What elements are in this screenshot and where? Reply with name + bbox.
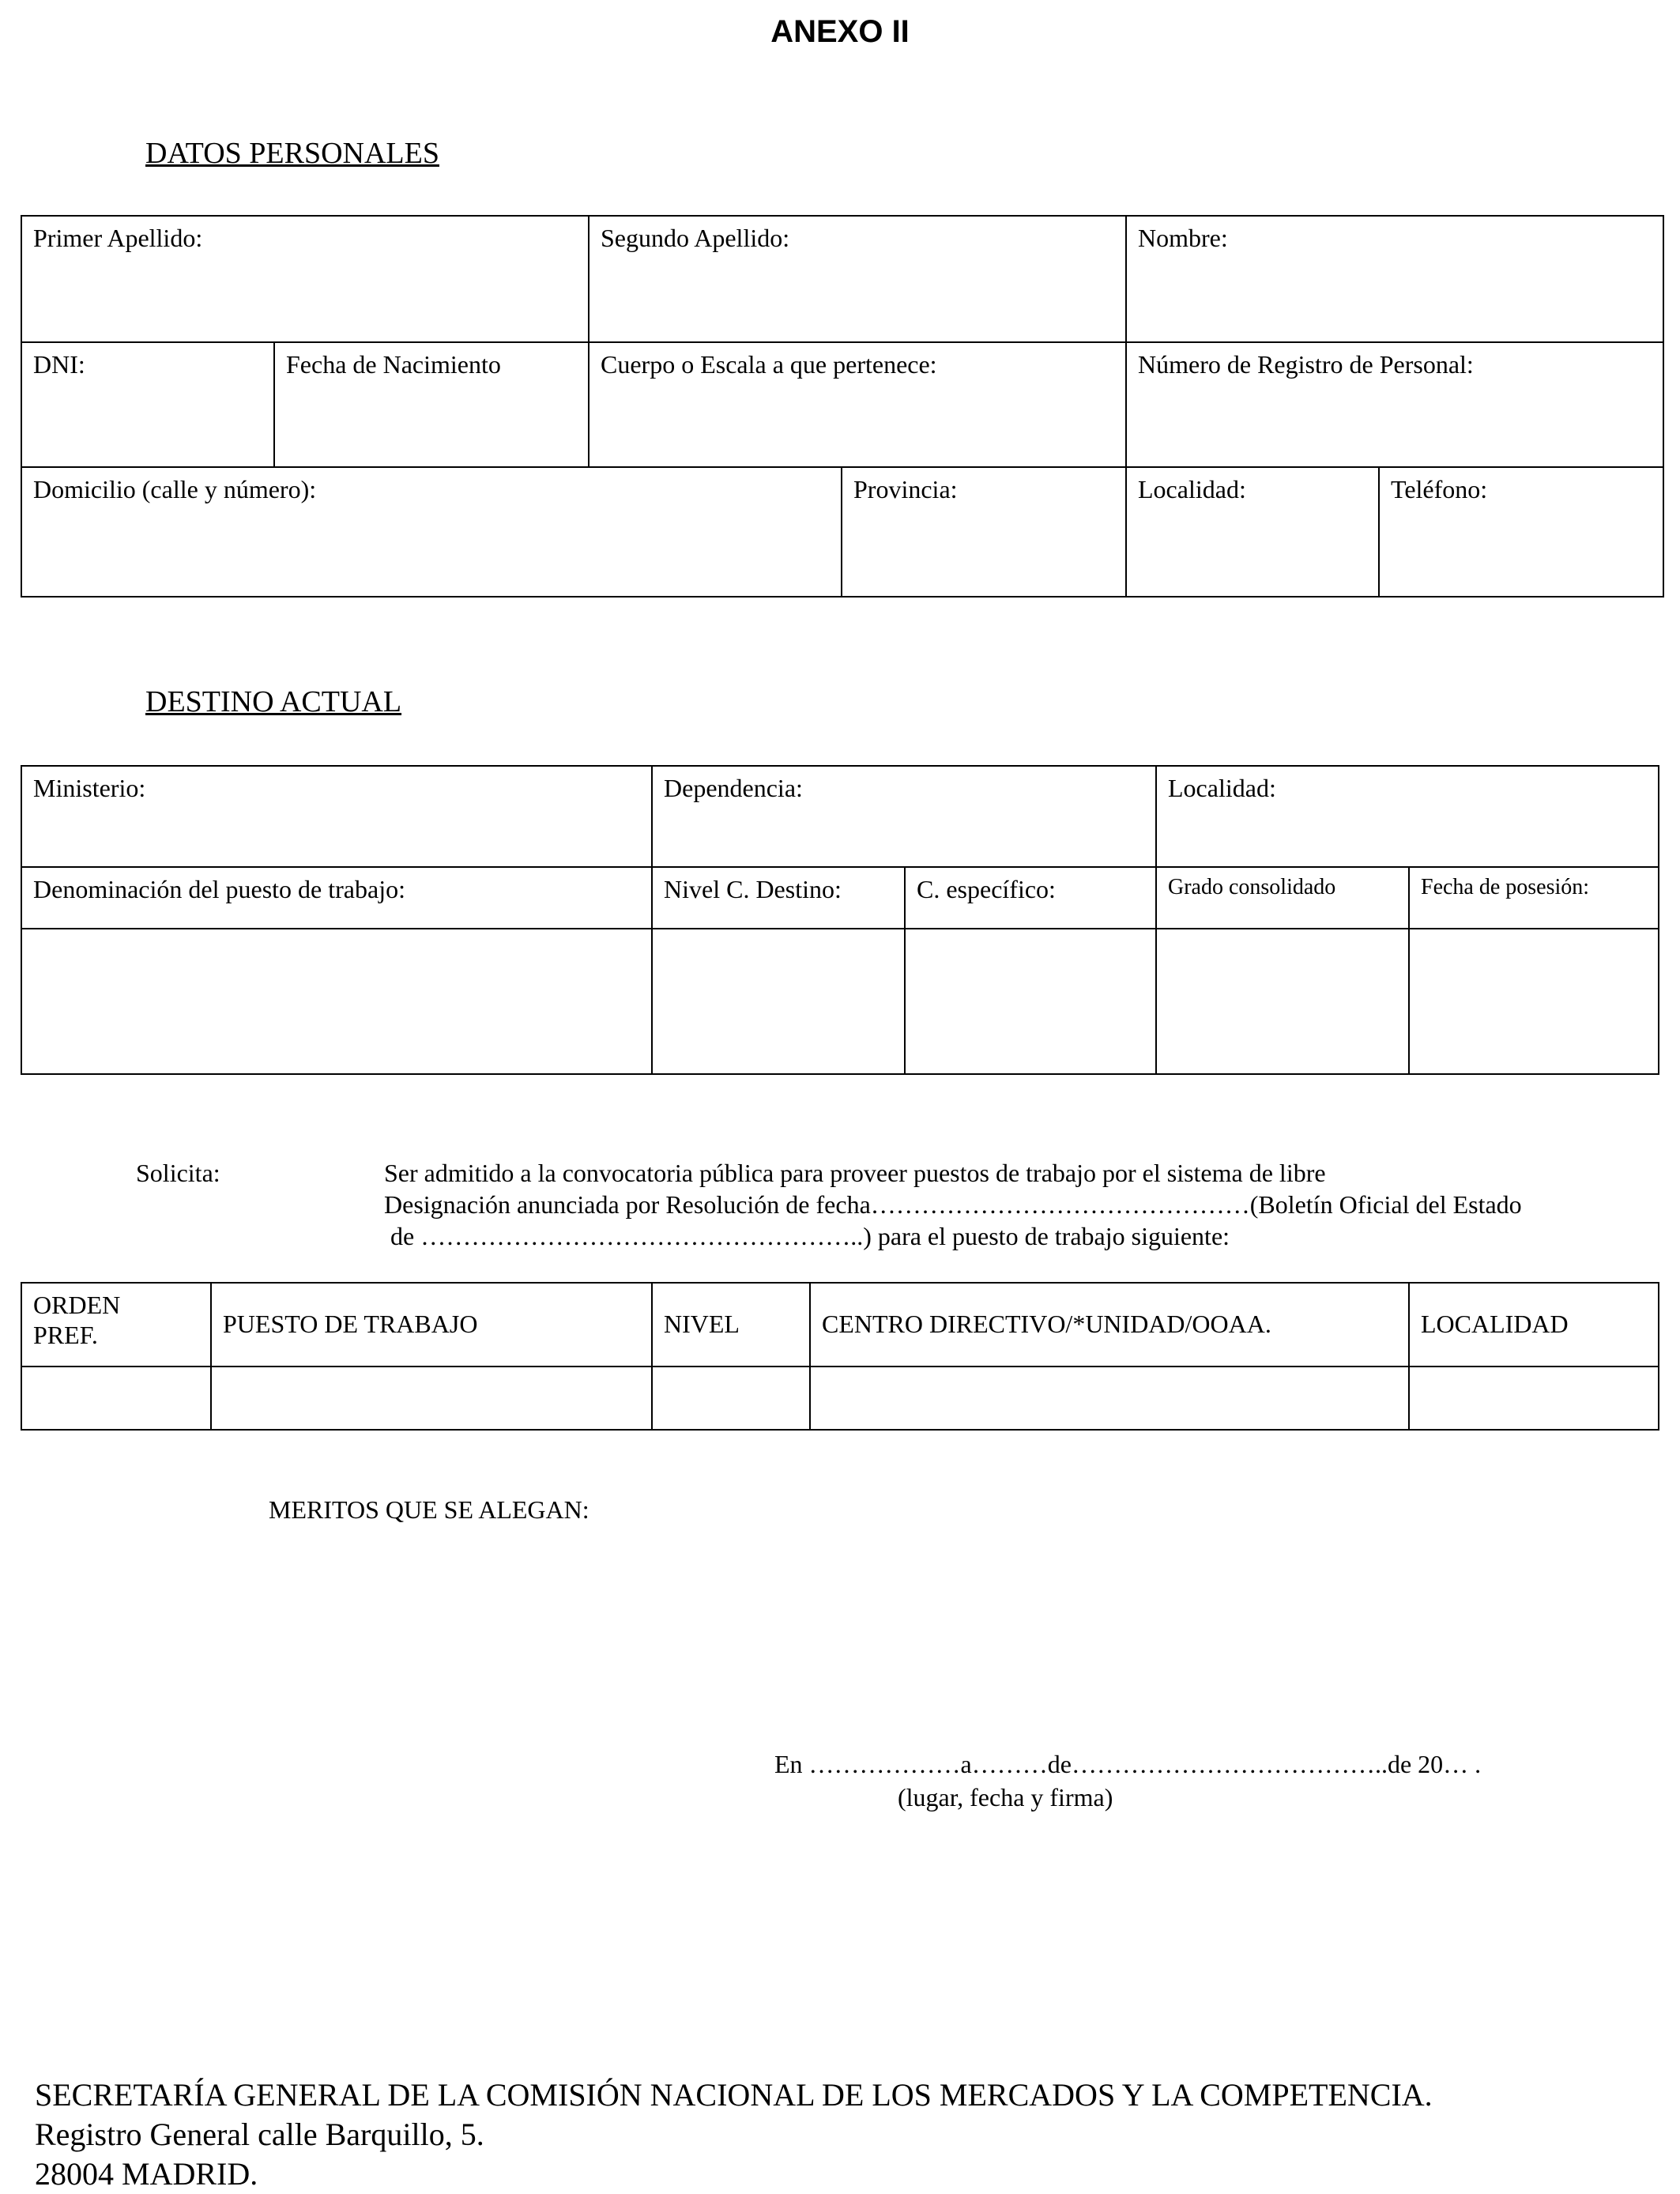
- field-label: Domicilio (calle y número):: [33, 475, 317, 503]
- header-nivel-destino: [653, 868, 906, 929]
- signature-caption: (lugar, fecha y firma): [898, 1783, 1113, 1811]
- field-nombre[interactable]: [1127, 217, 1664, 343]
- puesto-solicitado-table: [21, 1282, 1659, 1431]
- field-label: Teléfono:: [1391, 475, 1488, 503]
- input-fecha-posesion[interactable]: [1410, 929, 1659, 1073]
- header-grado-consolidado: [1157, 868, 1410, 929]
- input-nivel[interactable]: [653, 1367, 811, 1429]
- field-label: ORDEN: [33, 1291, 121, 1319]
- section-heading-datos-personales: DATOS PERSONALES: [145, 137, 439, 170]
- field-label: Dependencia:: [664, 774, 803, 802]
- footer-line-3: 28004 MADRID.: [35, 2156, 258, 2192]
- field-label: Localidad:: [1138, 475, 1246, 503]
- field-numero-registro-personal[interactable]: [1127, 343, 1664, 468]
- header-localidad: [1410, 1284, 1659, 1367]
- field-label: NIVEL: [664, 1310, 740, 1338]
- field-provincia[interactable]: [842, 468, 1127, 596]
- meritos-label: MERITOS QUE SE ALEGAN:: [269, 1495, 590, 1524]
- footer-line-2: Registro General calle Barquillo, 5.: [35, 2117, 484, 2152]
- destino-actual-table: [21, 765, 1659, 1075]
- section-heading-destino-actual: DESTINO ACTUAL: [145, 685, 402, 718]
- header-centro-directivo: [811, 1284, 1410, 1367]
- field-label: Provincia:: [853, 475, 958, 503]
- signature-line: En ………………a………de………………………………..de 20… .: [774, 1750, 1482, 1778]
- input-puesto-trabajo[interactable]: [212, 1367, 653, 1429]
- field-label: Nombre:: [1138, 224, 1228, 252]
- field-label: DNI:: [33, 350, 85, 379]
- field-label: LOCALIDAD: [1421, 1310, 1569, 1338]
- field-localidad[interactable]: [1127, 468, 1380, 596]
- input-denominacion-puesto[interactable]: [22, 929, 653, 1073]
- field-primer-apellido[interactable]: [22, 217, 590, 343]
- solicita-line-2: Designación anunciada por Resolución de fecha………………………………………(Boletín Oficial del Estado: [384, 1190, 1522, 1219]
- field-ministerio[interactable]: [22, 767, 653, 868]
- input-grado-consolidado[interactable]: [1157, 929, 1410, 1073]
- field-label: Nivel C. Destino:: [664, 875, 842, 903]
- input-localidad[interactable]: [1410, 1367, 1659, 1429]
- field-dependencia[interactable]: [653, 767, 1157, 868]
- field-dni[interactable]: [22, 343, 275, 468]
- field-label: PUESTO DE TRABAJO: [223, 1310, 478, 1338]
- field-label: Ministerio:: [33, 774, 146, 802]
- field-label: Cuerpo o Escala a que pertenece:: [601, 350, 937, 379]
- field-telefono[interactable]: [1380, 468, 1664, 596]
- document-title: ANEXO II: [770, 14, 910, 49]
- field-segundo-apellido[interactable]: [590, 217, 1127, 343]
- datos-personales-table: [21, 215, 1664, 598]
- solicita-label: Solicita:: [136, 1159, 220, 1187]
- header-denominacion-puesto: [22, 868, 653, 929]
- field-label: Denominación del puesto de trabajo:: [33, 875, 405, 903]
- field-cuerpo-escala[interactable]: [590, 343, 1127, 468]
- header-complemento-especifico: [906, 868, 1157, 929]
- field-label: CENTRO DIRECTIVO/*UNIDAD/OOAA.: [822, 1310, 1271, 1338]
- solicita-line-3: de ……………………………………………..) para el puesto de trabajo siguiente:: [384, 1222, 1230, 1250]
- header-orden-pref: [22, 1284, 212, 1367]
- header-nivel: [653, 1284, 811, 1367]
- field-fecha-nacimiento[interactable]: [275, 343, 590, 468]
- field-label: Número de Registro de Personal:: [1138, 350, 1474, 379]
- field-label: Primer Apellido:: [33, 224, 203, 252]
- solicita-line-1: Ser admitido a la convocatoria pública para proveer puestos de trabajo por el sistema de libre: [384, 1159, 1326, 1187]
- field-label: PREF.: [33, 1321, 98, 1350]
- field-label: C. específico:: [917, 875, 1056, 903]
- field-label: Localidad:: [1168, 774, 1276, 802]
- field-label: Segundo Apellido:: [601, 224, 790, 252]
- input-centro-directivo[interactable]: [811, 1367, 1410, 1429]
- footer-line-1: SECRETARÍA GENERAL DE LA COMISIÓN NACIONAL DE LOS MERCADOS Y LA COMPETENCIA.: [35, 2077, 1433, 2113]
- field-label: Fecha de Nacimiento: [286, 350, 501, 379]
- field-destino-localidad[interactable]: [1157, 767, 1659, 868]
- field-domicilio[interactable]: [22, 468, 842, 596]
- input-nivel-destino[interactable]: [653, 929, 906, 1073]
- input-orden-pref[interactable]: [22, 1367, 212, 1429]
- header-puesto-trabajo: [212, 1284, 653, 1367]
- field-label: Grado consolidado: [1168, 875, 1336, 899]
- field-label: Fecha de posesión:: [1421, 875, 1590, 899]
- input-complemento-especifico[interactable]: [906, 929, 1157, 1073]
- header-fecha-posesion: [1410, 868, 1659, 929]
